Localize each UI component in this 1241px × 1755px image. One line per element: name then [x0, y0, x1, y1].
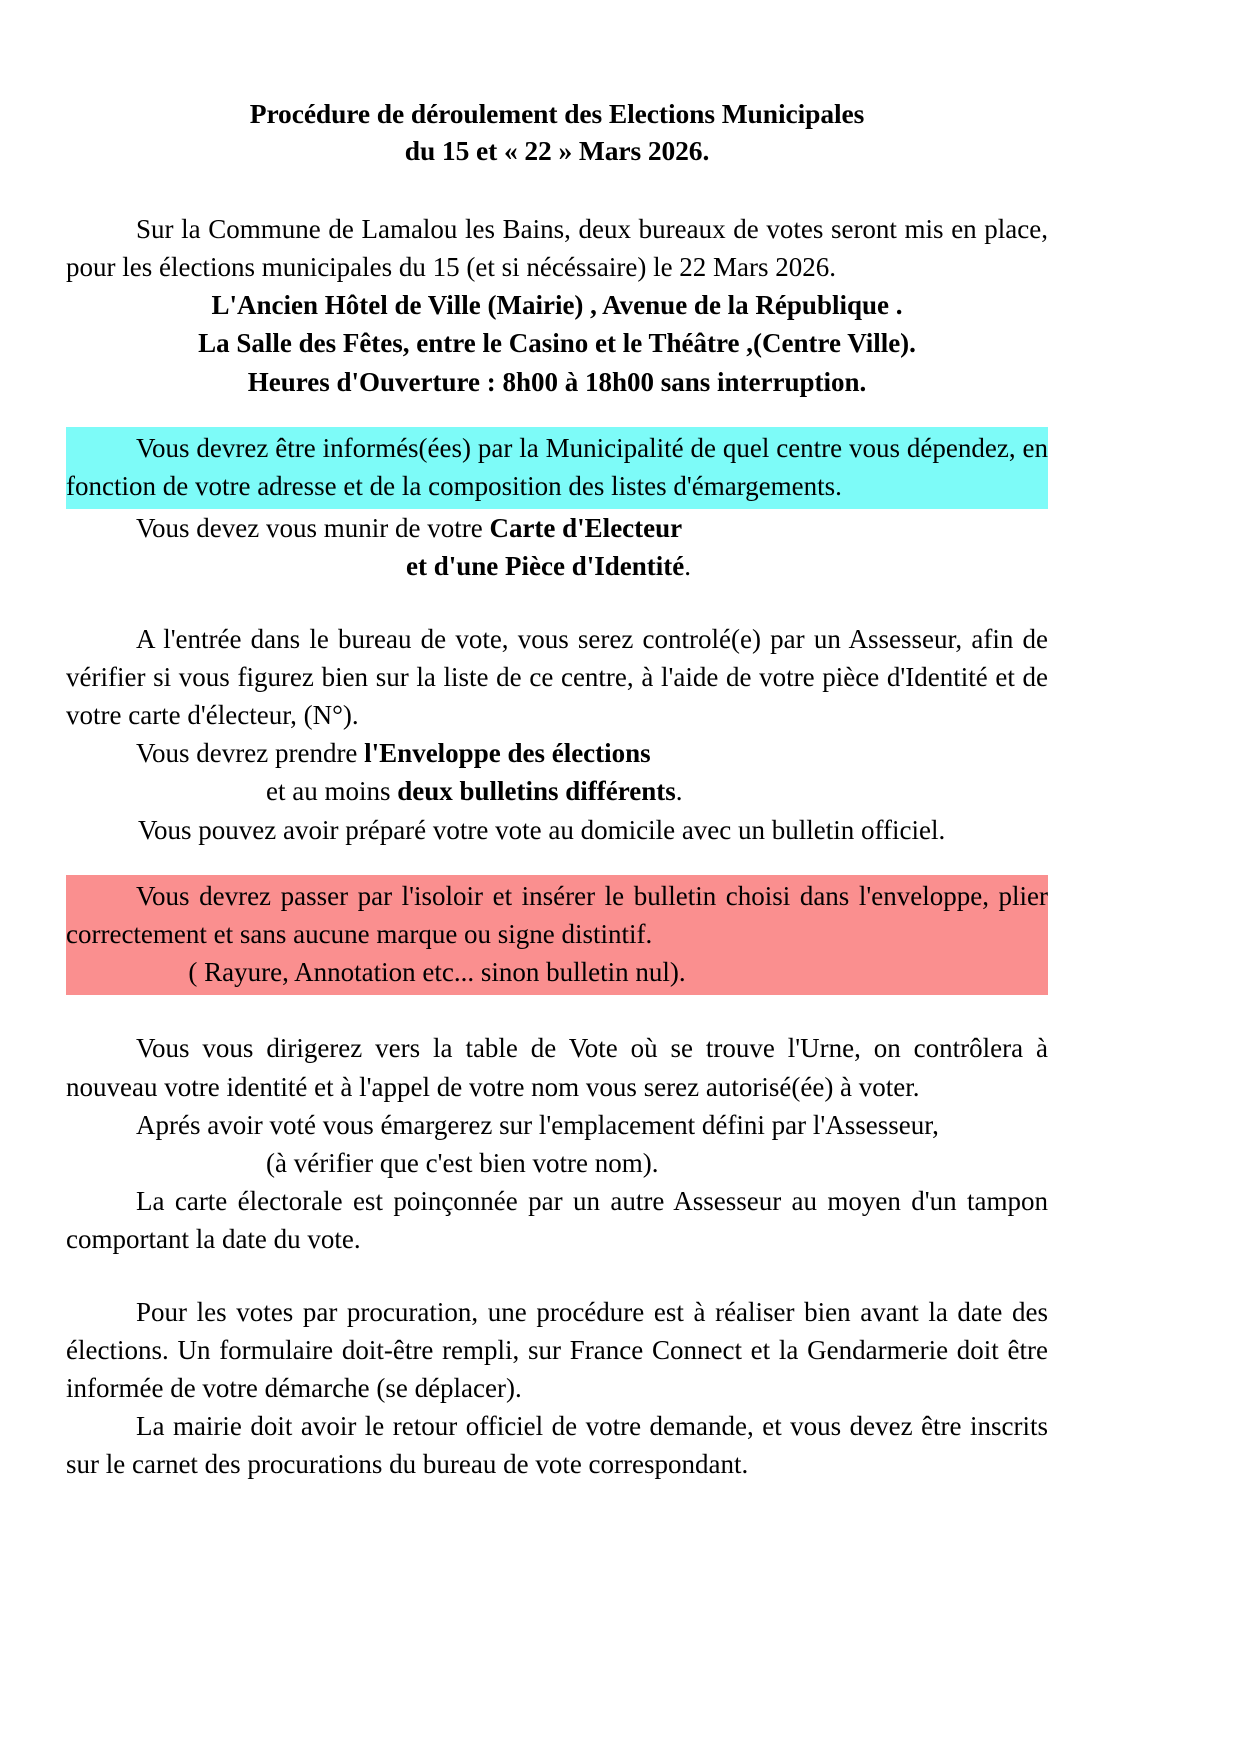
- spacer: [66, 401, 1048, 427]
- after-vote-line: Aprés avoir voté vous émargerez sur l'emplacement défini par l'Assesseur,: [136, 1109, 939, 1140]
- entry-paragraph: A l'entrée dans le bureau de vote, vous serez controlé(e) par un Assesseur, afin de vérifier si vous figurez bien sur la liste de ce centre, à l'aide de votre pièce d'Identité et de votre carte d'électeur, (N°).: [66, 623, 1048, 731]
- highlight-red-note: ( Rayure, Annotation etc... sinon bulletin nul).: [188, 957, 686, 988]
- piece-identite-label: et d'une Pièce d'Identité: [406, 551, 685, 582]
- highlight-cyan-text: Vous devrez être informés(ées) par la Municipalité de quel centre vous dépendez, en fonction de votre adresse et de la composition des listes d'émargements.: [66, 432, 1048, 501]
- ballot-line-2-prefix: et au moins: [266, 776, 398, 807]
- venue-line-1: L'Ancien Hôtel de Ville (Mairie) , Avenue de la République .: [211, 290, 903, 321]
- ballot-line-2-suffix: .: [675, 776, 683, 807]
- spacer: [66, 849, 1048, 875]
- text-column: [66, 95, 1048, 1484]
- highlight-block-red: [66, 875, 1048, 996]
- venue-line-2: La Salle des Fêtes, entre le Casino et le Théâtre ,(Centre Ville).: [198, 328, 916, 359]
- documents-required-suffix: .: [684, 551, 691, 582]
- enveloppe-elections-label: l'Enveloppe des élections: [364, 738, 651, 769]
- documents-required-line-1: [66, 509, 1048, 547]
- ballot-line-2: [66, 772, 1048, 810]
- ballot-line-3: Vous pouvez avoir préparé votre vote au domicile avec un bulletin officiel.: [138, 814, 946, 845]
- voting-table-paragraph: Vous vous dirigerez vers la table de Vote où se trouve l'Urne, on contrôlera à nouveau votre identité et à l'appel de votre nom vous serez autorisé(ée) à voter.: [66, 1033, 1048, 1102]
- spacer: [66, 586, 1048, 620]
- documents-required-line-2: [66, 547, 1048, 585]
- ballot-line-1: [66, 734, 1048, 772]
- document-title: [66, 95, 1048, 170]
- spacer: [66, 170, 1048, 210]
- carte-electeur-label: Carte d'Electeur: [489, 513, 683, 544]
- hours-line: Heures d'Ouverture : 8h00 à 18h00 sans interruption.: [247, 366, 867, 397]
- proxy-paragraph-1: Pour les votes par procuration, une procédure est à réaliser bien avant la date des élections. Un formulaire doit-être rempli, sur France Connect et la Gendarmerie doit être informée de votre démarche (se déplacer).: [66, 1296, 1048, 1404]
- highlight-red-text: Vous devrez passer par l'isoloir et insérer le bulletin choisi dans l'enveloppe, plier correctement et sans aucune marque ou signe distintif.: [66, 880, 1048, 950]
- highlight-block-cyan: [66, 427, 1048, 509]
- title-line-2: du 15 et « 22 » Mars 2026.: [404, 135, 710, 167]
- deux-bulletins-label: deux bulletins différents: [397, 776, 676, 807]
- intro-paragraph: Sur la Commune de Lamalou les Bains, deux bureaux de votes seront mis en place, pour les élections municipales du 15 (et si nécéssaire) le 22 Mars 2026.: [66, 213, 1048, 282]
- spacer: [66, 1259, 1048, 1293]
- stamp-paragraph: La carte électorale est poinçonnée par un autre Assesseur au moyen d'un tampon comportant la date du vote.: [66, 1186, 1048, 1255]
- ballot-line-1-prefix: Vous devrez prendre: [136, 738, 365, 769]
- documents-required-prefix: Vous devez vous munir de votre: [136, 513, 490, 544]
- spacer: [66, 995, 1048, 1029]
- verify-name-line: (à vérifier que c'est bien votre nom).: [266, 1148, 659, 1179]
- proxy-paragraph-2: La mairie doit avoir le retour officiel de votre demande, et vous devez être inscrits sur le carnet des procurations du bureau de vote correspondant.: [66, 1411, 1048, 1480]
- title-line-1: Procédure de déroulement des Elections Municipales: [249, 98, 865, 129]
